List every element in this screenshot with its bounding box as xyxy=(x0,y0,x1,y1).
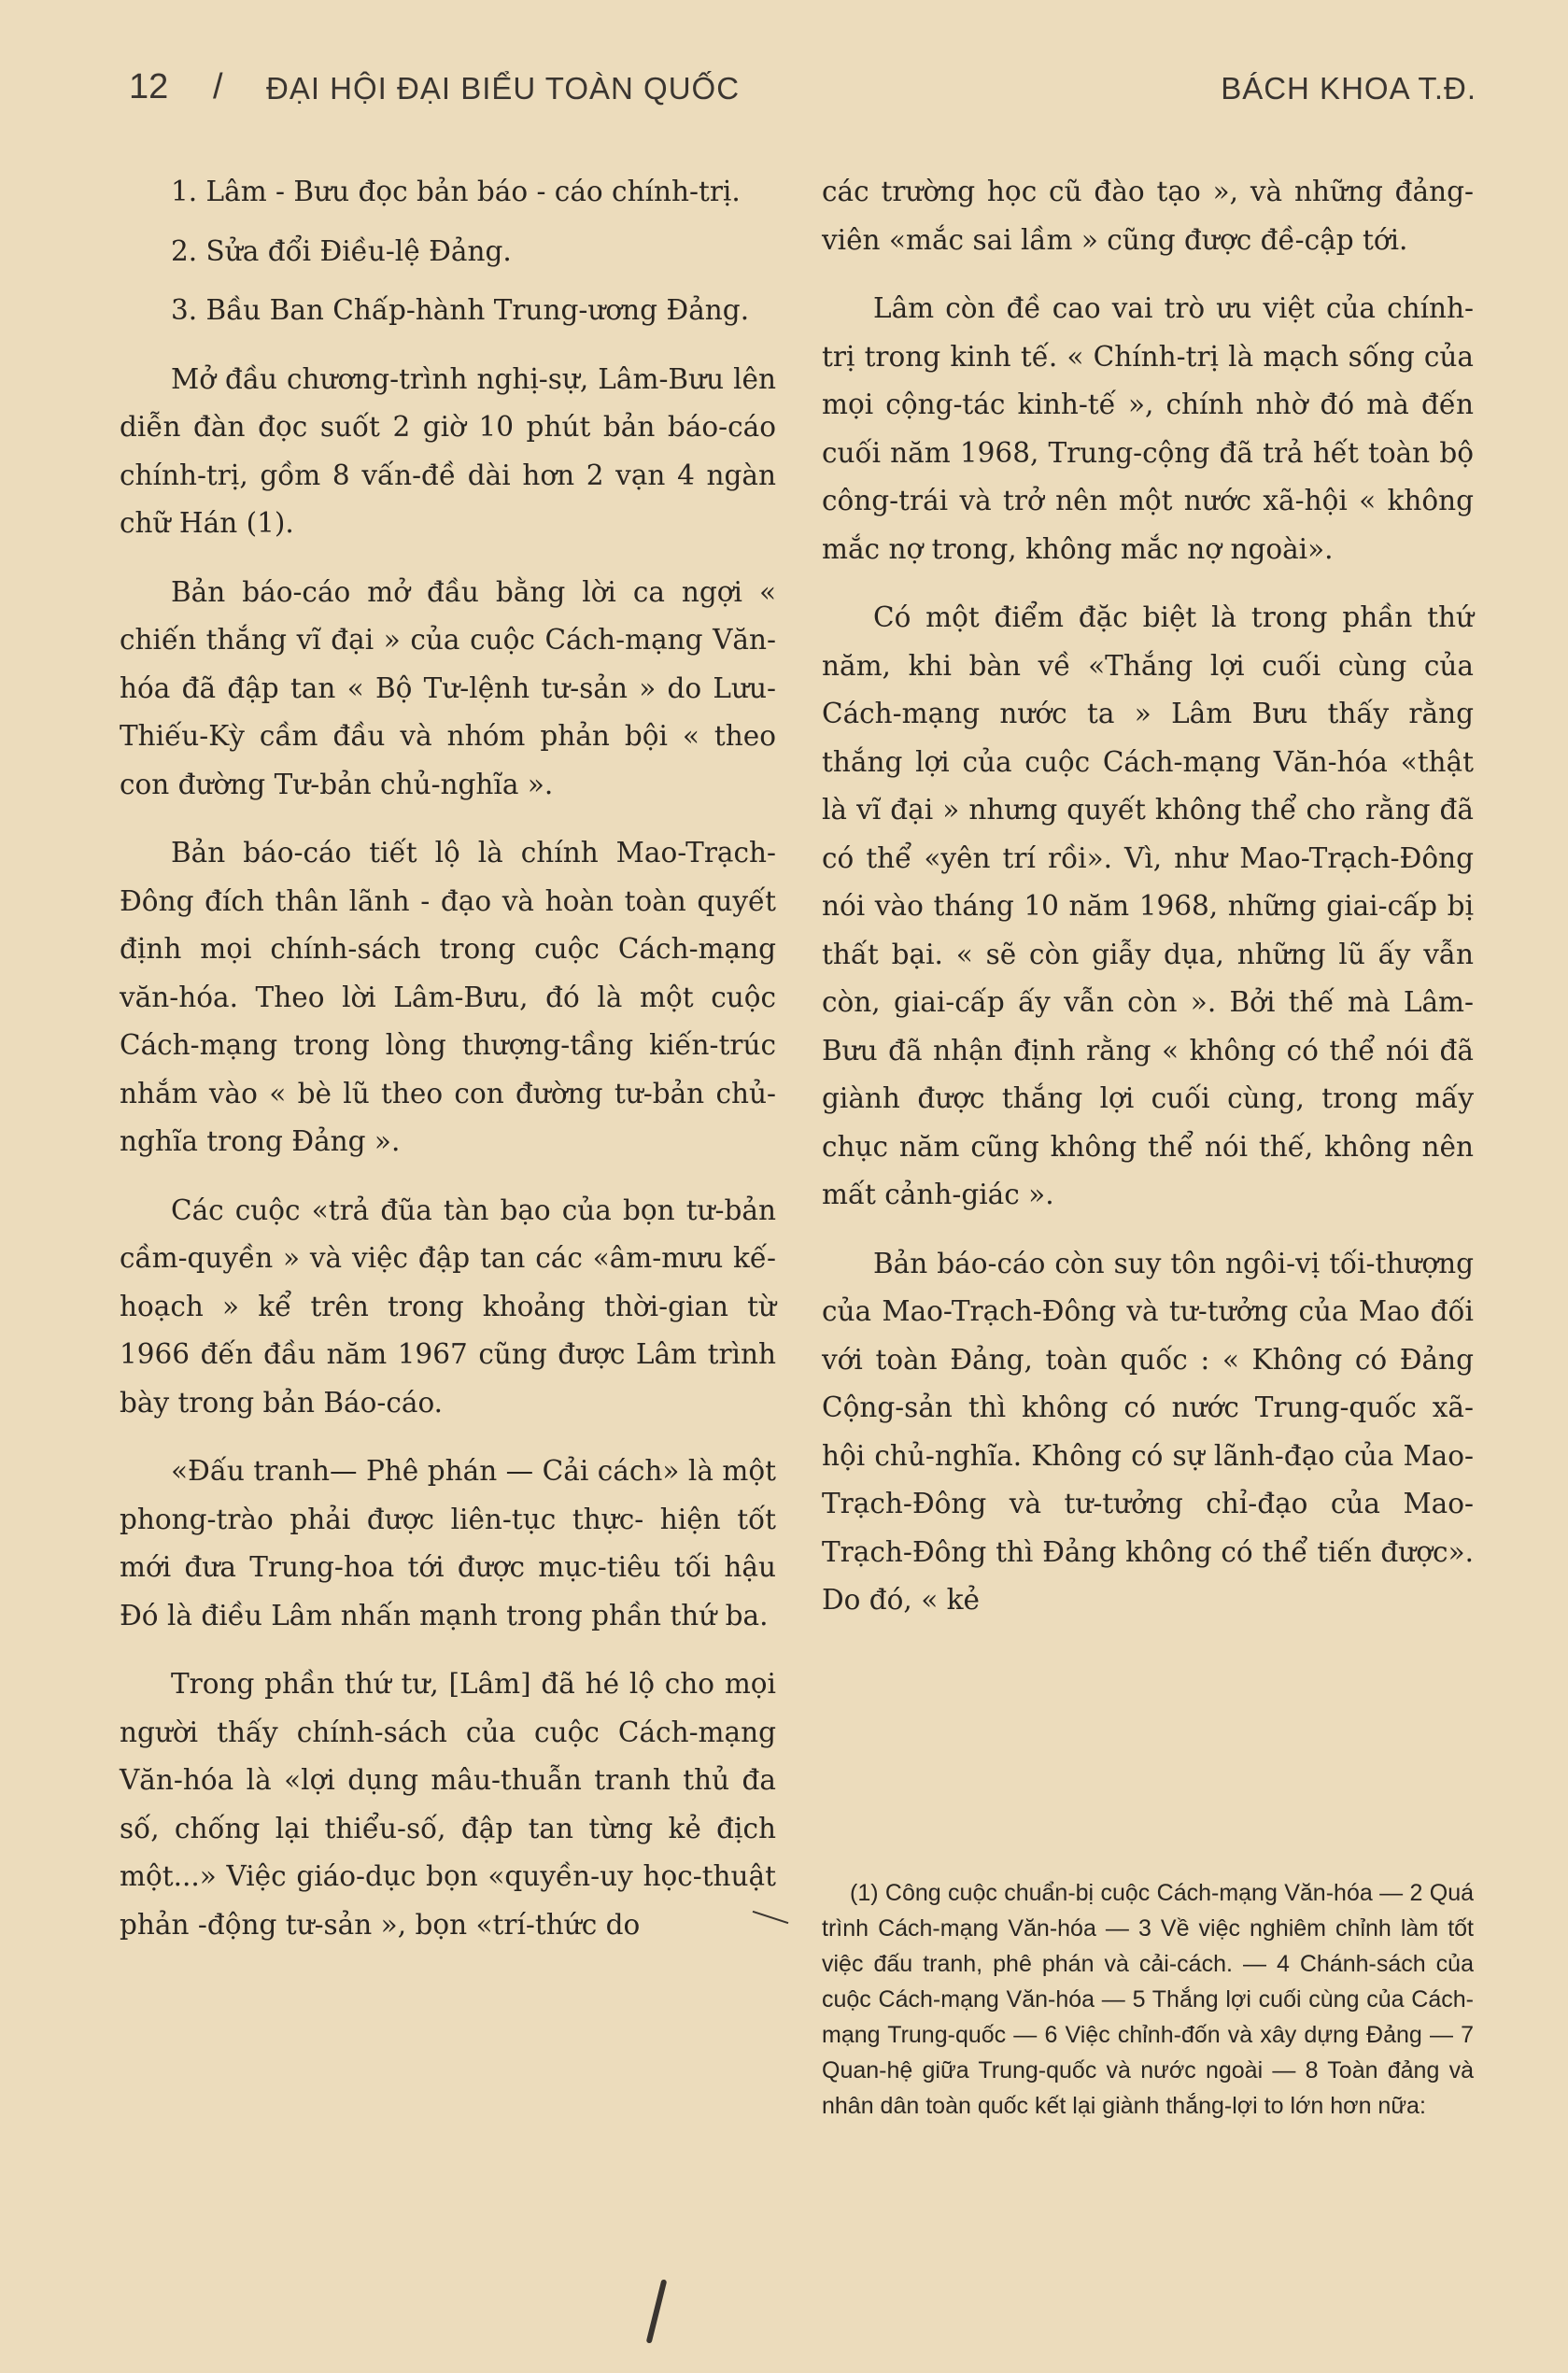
ink-stroke xyxy=(646,2279,668,2343)
left-column xyxy=(120,168,776,1970)
page-number: 12 xyxy=(129,67,169,106)
body-paragraph: Mở đầu chương-trình nghị-sự, Lâm-Bưu lên diễn đàn đọc suốt 2 giờ 10 phút bản báo-cáo chính-trị, gồm 8 vấn-đề dài hơn 2 vạn 4 ngàn chữ Hán (1). xyxy=(120,362,776,539)
journal-name: BÁCH KHOA T.Đ. xyxy=(1221,71,1476,106)
body-paragraph: Có một điểm đặc biệt là trong phần thứ năm, khi bàn về «Thắng lợi cuối cùng của Cách-mạng nước ta » Lâm Bưu thấy rằng thắng lợi của cuộc Cách-mạng Văn-hóa «thật là vĩ đại » nhưng quyết không thể cho rằng đã có thể «yên trí rồi». Vì, như Mao-Trạch-Đông nói vào tháng 10 năm 1968, những giai-cấp bị thất bại. « sẽ còn giẫy dụa, những lũ ấy vẫn còn, giai-cấp ấy vẫn còn ». Bởi thế mà Lâm-Bưu đã nhận định rằng « không có thể nói đã giành được thắng lợi cuối cùng, trong mấy chục năm cũng không thể nói thế, không nên mất cảnh-giác ». xyxy=(822,601,1474,1210)
body-paragraph: Trong phần thứ tư, [Lâm] đã hé lộ cho mọi người thấy chính-sách của cuộc Cách-mạng Văn-hóa là «lợi dụng mâu-thuẫn tranh thủ đa số, chống lại thiểu-số, đập tan từng kẻ địch một...» Việc giáo-dục bọn «quyền-uy học-thuật phản -động tư-sản », bọn «trí-thức do xyxy=(120,1668,776,1941)
body-paragraph: Các cuộc «trả đũa tàn bạo của bọn tư-bản cầm-quyền » và việc đập tan các «âm-mưu kế-hoạch » kể trên trong khoảng thời-gian từ 1966 đến đầu năm 1967 cũng được Lâm trình bày trong bản Báo-cáo. xyxy=(120,1194,776,1419)
agenda-item-2: 2. Sửa đổi Điều-lệ Đảng. xyxy=(171,234,512,267)
body-paragraph: Bản báo-cáo còn suy tôn ngôi-vị tối-thượng của Mao-Trạch-Đông và tư-tưởng của Mao đối với toàn Đảng, toàn quốc : « Không có Đảng Cộng-sản thì không có nước Trung-quốc xã-hội chủ-nghĩa. Không có sự lãnh-đạo của Mao-Trạch-Đông và tư-tưởng chỉ-đạo của Mao-Trạch-Đông thì Đảng không có thể tiến được». Do đó, « kẻ xyxy=(822,1247,1474,1616)
body-paragraph: Bản báo-cáo tiết lộ là chính Mao-Trạch-Đông đích thân lãnh - đạo và hoàn toàn quyết định mọi chính-sách trong cuộc Cách-mạng văn-hóa. Theo lời Lâm-Bưu, đó là một cuộc Cách-mạng trong lòng thượng-tầng kiến-trúc nhắm vào « bè lũ theo con đường tư-bản chủ-nghĩa trong Đảng ». xyxy=(120,837,776,1157)
body-paragraph: Lâm còn đề cao vai trò ưu việt của chính-trị trong kinh tế. « Chính-trị là mạch sống của mọi cộng-tác kinh-tế », chính nhờ đó mà đến cuối năm 1968, Trung-cộng đã trả hết toàn bộ công-trái và trở nên một nước xã-hội « không mắc nợ trong, không mắc nợ ngoài». xyxy=(822,292,1474,565)
running-title: ĐẠI HỘI ĐẠI BIỂU TOÀN QUỐC xyxy=(266,71,741,106)
footnote: (1) Công cuộc chuẩn-bị cuộc Cách-mạng Văn-hóa — 2 Quá trình Cách-mạng Văn-hóa — 3 Về việc nghiêm chỉnh làm tốt việc đấu tranh, phê phán và cải-cách. — 4 Chánh-sách của cuộc Cách-mạng Văn-hóa — 5 Thắng lợi cuối cùng của Cách-mạng Trung-quốc — 6 Việc chỉnh-đốn và xây dựng Đảng — 7 Quan-hệ giữa Trung-quốc và nước ngoài — 8 Toàn đảng và nhân dân toàn quốc kết lại giành thắng-lợi to lớn hơn nữa: xyxy=(822,1880,1474,2119)
agenda-item-3: 3. Bầu Ban Chấp-hành Trung-ương Đảng. xyxy=(171,294,750,326)
page-header xyxy=(0,0,1568,140)
body-paragraph: «Đấu tranh— Phê phán — Cải cách» là một phong-trào phải được liên-tục thực- hiện tốt mới đưa Trung-hoa tới được mục-tiêu tối hậu Đó là điều Lâm nhấn mạnh trong phần thứ ba. xyxy=(120,1455,776,1631)
agenda-item-1: 1. Lâm - Bưu đọc bản báo - cáo chính-trị. xyxy=(171,176,741,207)
right-column xyxy=(822,168,1474,1646)
header-separator: / xyxy=(213,67,223,106)
body-paragraph-continued: các trường học cũ đào tạo », và những đảng-viên «mắc sai lầm » cũng được đề-cập tới. xyxy=(822,176,1474,256)
body-paragraph: Bản báo-cáo mở đầu bằng lời ca ngợi « chiến thắng vĩ đại » của cuộc Cách-mạng Văn-hóa đã đập tan « Bộ Tư-lệnh tư-sản » do Lưu-Thiếu-Kỳ cầm đầu và nhóm phản bội « theo con đường Tư-bản chủ-nghĩa ». xyxy=(120,575,776,800)
